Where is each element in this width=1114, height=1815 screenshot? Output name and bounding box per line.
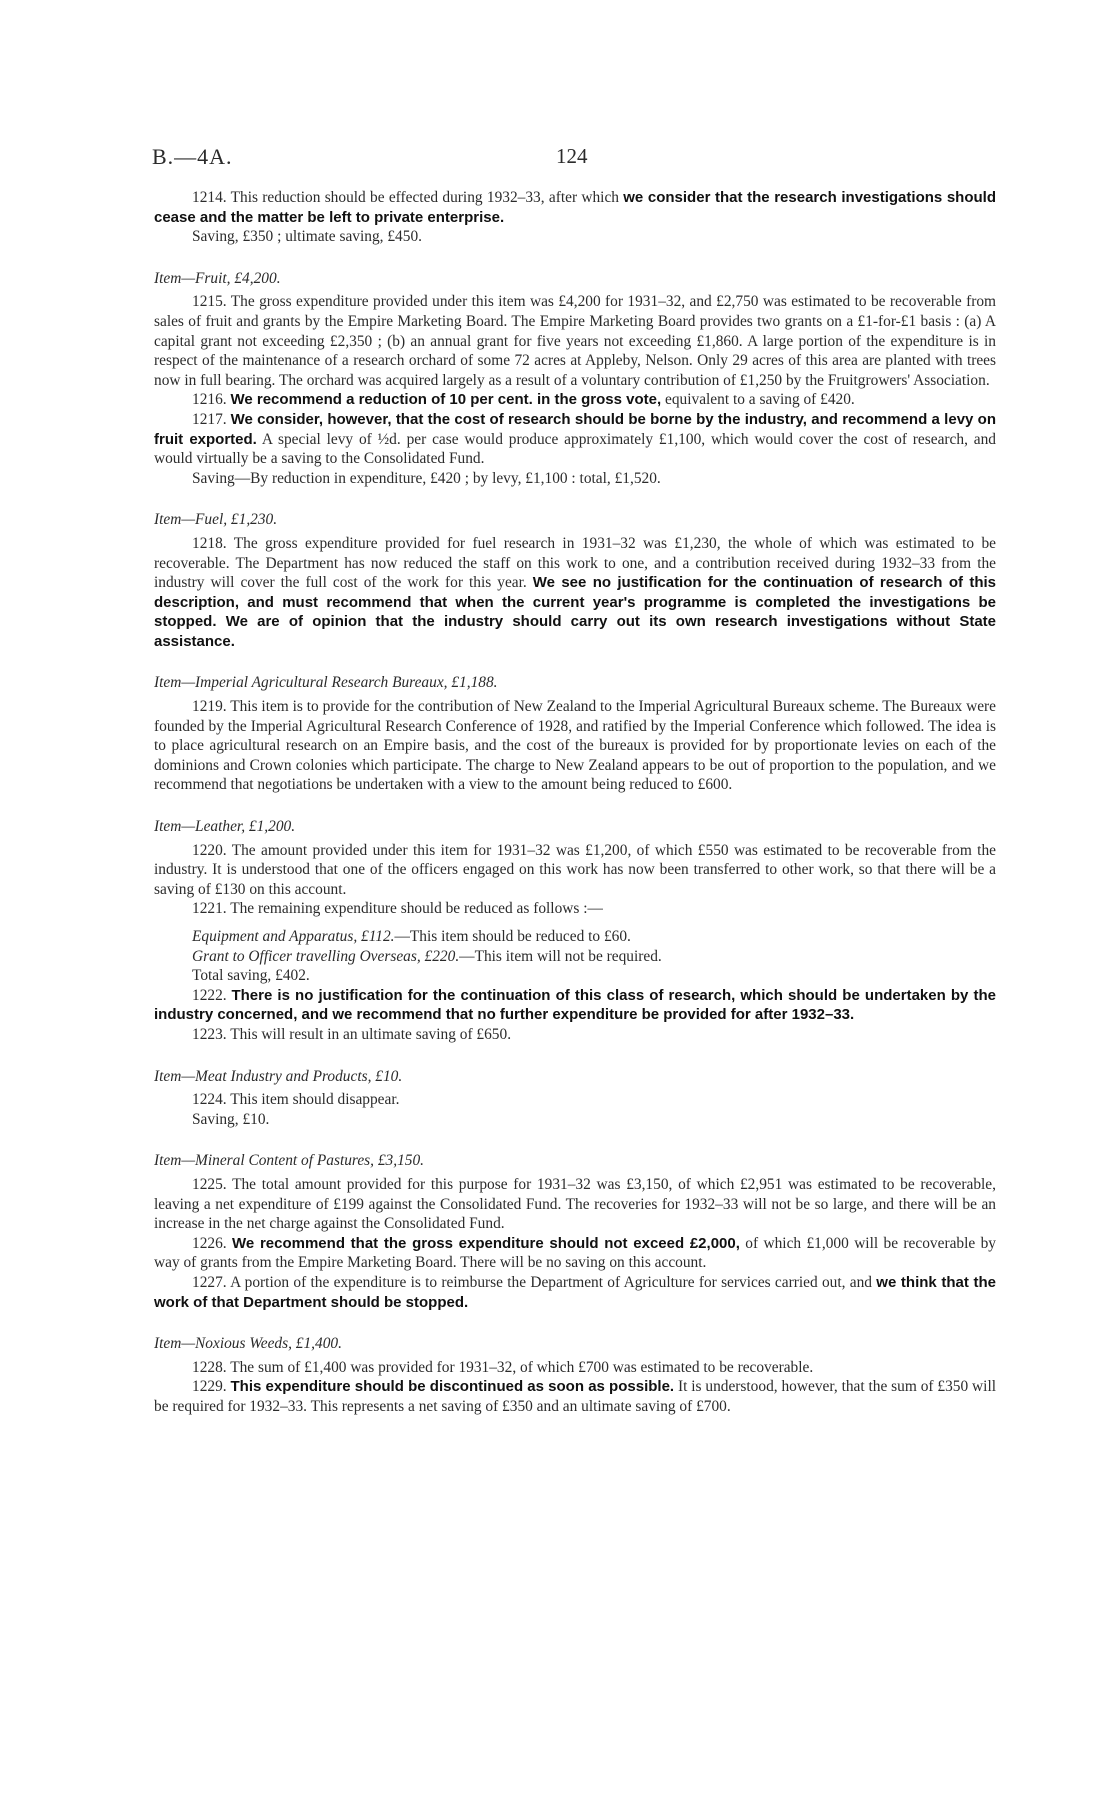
saving-line: Saving, £350 ; ultimate saving, £450. xyxy=(192,228,422,246)
paragraph-number: 1216. xyxy=(192,391,231,409)
paragraph-1217 xyxy=(154,410,996,469)
paragraph-text: 1214. This reduction should be effected during 1932–33, after which xyxy=(192,189,624,206)
paragraph-number: 1226. xyxy=(192,1234,233,1252)
paragraph-number: 1217. xyxy=(192,410,231,428)
bold-recommendation: We see no justification for the continuation of research of this description, and must recommend that when the current year's programme is completed the investigations be stopped. We are of opinion that the industry should carry out its own research investigations without State assistance. xyxy=(154,574,996,650)
bold-recommendation: We consider, however, that the cost of research should be borne by the industry, and recommend a levy on fruit exported. xyxy=(154,410,997,448)
report-reference: B.—4A. xyxy=(152,144,233,169)
total-saving: Total saving, £402. xyxy=(192,967,310,985)
paragraph-1216 xyxy=(154,390,996,410)
paragraph-text: 1218. The gross expenditure provided for fuel research in 1931–32 was £1,230, the whole of which was estimated to be recoverable. The Department has now reduced the staff on this work to one, and a contribution received during 1932–33 from the industry will cover the full cost of the work for this year. xyxy=(154,534,996,592)
saving-line: Saving, £10. xyxy=(192,1110,270,1128)
sub-item-text: —This item will not be required. xyxy=(459,947,662,965)
bold-recommendation: we think that the work of that Department should be stopped. xyxy=(154,1273,996,1311)
item-heading-mineral: Item—Mineral Content of Pastures, £3,150. xyxy=(154,1152,425,1170)
bold-recommendation: we consider that the research investigations should cease and the matter be left to private enterprise. xyxy=(154,189,997,226)
paragraph-text: A special levy of ½d. per case would produce approximately £1,100, which would cover the cost of research, and would virtually be a saving to the Consolidated Fund. xyxy=(154,430,996,468)
bold-recommendation: This expenditure should be discontinued as soon as possible. xyxy=(230,1378,675,1396)
item-heading-fruit: Item—Fruit, £4,200. xyxy=(154,269,281,287)
paragraph-1226 xyxy=(154,1234,996,1273)
paragraph-1219: 1219. This item is to provide for the contribution of New Zealand to the Imperial Agricultural Bureaux scheme. The Bureaux were founded by the Imperial Agricultural Research Conference of 1928, and ratified by the Imperial Conference which followed. The idea is to place agricultural research on an Empire basis, and the cost of the bureaux is provided for by proportionate levies on each of the dominions and Crown colonies which participate. The charge to New Zealand appears to be out of proportion to the population, and we recommend that negotiations be undertaken with a view to the amount being reduced to £600. xyxy=(154,698,996,794)
sub-item-grant xyxy=(154,947,996,967)
paragraph-text: of which £1,000 will be recoverable by way of grants from the Empire Marketing Board. There will be no saving on this account. xyxy=(154,1234,996,1272)
page-number: 124 xyxy=(556,144,588,168)
item-heading-fuel: Item—Fuel, £1,230. xyxy=(154,511,278,529)
item-heading-imperial: Item—Imperial Agricultural Research Bureaux, £1,188. xyxy=(154,674,498,692)
paragraph-1228: 1228. The sum of £1,400 was provided for 1931–32, of which £700 was estimated to be recoverable. xyxy=(192,1358,814,1376)
saving-line: Saving—By reduction in expenditure, £420 ; by levy, £1,100 : total, £1,520. xyxy=(192,469,661,487)
item-heading-leather: Item—Leather, £1,200. xyxy=(154,818,296,836)
paragraph-1227 xyxy=(154,1273,996,1312)
paragraph-1221: 1221. The remaining expenditure should be reduced as follows :— xyxy=(192,900,603,918)
sub-item-equipment xyxy=(154,927,996,947)
paragraph-1214 xyxy=(154,188,996,227)
paragraph-1215: 1215. The gross expenditure provided under this item was £4,200 for 1931–32, and £2,750 was estimated to be recoverable from sales of fruit and grants by the Empire Marketing Board. The Empire Marketing Board provides two grants on a £1-for-£1 basis : (a) A capital grant not exceeding £2,350 ; (b) an annual grant for five years not exceeding £1,860. A large portion of the expenditure is in respect of the maintenance of a research orchard of some 72 acres at Appleby, Nelson. Only 29 acres of this area are planted with trees now in full bearing. The orchard was acquired largely as a result of a voluntary contribution of £1,250 by the Fruitgrowers' Association. xyxy=(154,293,996,389)
paragraph-1229 xyxy=(154,1377,996,1416)
bold-recommendation: There is no justification for the continuation of this class of research, which should be undertaken by the industry concerned, and we recommend that no further expenditure be provided for after 1932–33. xyxy=(154,986,996,1024)
paragraph-1218 xyxy=(154,534,996,652)
sub-item-label: Equipment and Apparatus, £112. xyxy=(192,928,395,945)
paragraph-1224: 1224. This item should disappear. xyxy=(192,1091,400,1109)
paragraph-text: equivalent to a saving of £420. xyxy=(661,391,855,409)
paragraph-1225: 1225. The total amount provided for this purpose for 1931–32 was £3,150, of which £2,951 was estimated to be recoverable, leaving a net expenditure of £199 against the Consolidated Fund. The recoveries for 1932–33 will not be so large, and there will be an increase in the net charge against the Consolidated Fund. xyxy=(154,1175,996,1233)
paragraph-text: It is understood, however, that the sum of £350 will be required for 1932–33. This represents a net saving of £350 and an ultimate saving of £700. xyxy=(154,1378,996,1415)
paragraph-text: 1227. A portion of the expenditure is to reimburse the Department of Agriculture for services carried out, and xyxy=(192,1273,877,1291)
paragraph-number: 1229. xyxy=(192,1378,231,1396)
paragraph-1223: 1223. This will result in an ultimate saving of £650. xyxy=(192,1025,512,1043)
bold-recommendation: We recommend a reduction of 10 per cent. in the gross vote, xyxy=(230,391,662,409)
page-body xyxy=(154,188,996,1416)
sub-item-label: Grant to Officer travelling Overseas, £220. xyxy=(192,947,460,965)
item-heading-noxious: Item—Noxious Weeds, £1,400. xyxy=(154,1335,342,1353)
item-heading-meat: Item—Meat Industry and Products, £10. xyxy=(154,1067,403,1085)
paragraph-number: 1222. xyxy=(192,986,232,1004)
bold-recommendation: We recommend that the gross expenditure should not exceed £2,000, xyxy=(232,1234,740,1252)
paragraph-1220: 1220. The amount provided under this item for 1931–32 was £1,200, of which £550 was estimated to be recoverable from the industry. It is understood that one of the officers engaged on this work has now been transferred to other work, so that there will be a saving of £130 on this account. xyxy=(154,841,996,898)
paragraph-1222 xyxy=(154,986,996,1025)
spacer xyxy=(154,919,996,927)
sub-item-text: —This item should be reduced to £60. xyxy=(394,928,631,945)
